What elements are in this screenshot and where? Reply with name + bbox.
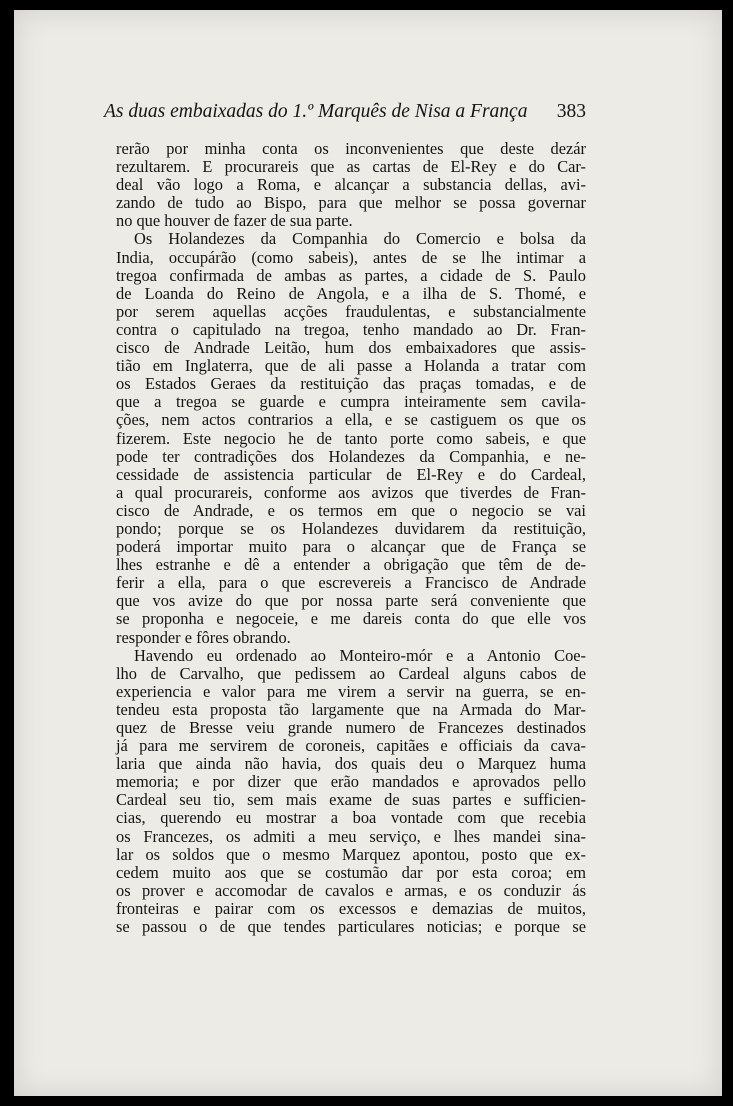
paragraph	[116, 230, 586, 646]
text-line: laria que ainda não havia, dos quais deu o Marquez huma	[116, 754, 586, 774]
text-line: no que houver de fazer de sua parte.	[116, 211, 353, 231]
text-line: deal vão logo a Roma, e alcançar a substancia dellas, avi-	[116, 175, 586, 195]
text-line: Cardeal seu tio, sem mais exame de suas partes e sufficien-	[116, 790, 586, 810]
text-line: ferir a ella, para o que escrevereis a Francisco de Andrade	[116, 573, 586, 593]
running-title: As duas embaixadas do 1.º Marquês de Nisa a França	[104, 101, 528, 122]
text-line: experiencia e valor para me virem a servir na guerra, se en-	[116, 681, 586, 701]
running-header	[104, 101, 586, 125]
text-line: tregoa confirmada de ambas as partes, a cidade de S. Paulo	[116, 265, 586, 285]
text-line: cias, querendo eu mostrar a boa vontade com que recebia	[116, 808, 586, 828]
page-number: 383	[556, 101, 586, 122]
text-line: responder e fôres obrando.	[116, 627, 291, 647]
text-line: por serem aquellas acções fraudulentas, e substancialmente	[116, 301, 586, 321]
book-page	[14, 10, 722, 1096]
text-line: que vos avize do que por nossa parte será conveniente que	[116, 591, 586, 611]
text-line: Os Holandezes da Companhia do Comercio e bolsa da	[134, 229, 586, 249]
text-line: cisco de Andrade, e os termos em que o negocio se vai	[116, 500, 586, 520]
text-line: rerão por minha conta os inconvenientes que deste dezár	[116, 139, 586, 158]
text-line: rezultarem. E procurareis que as cartas de El-Rey e do Car-	[116, 157, 586, 177]
paragraph	[116, 140, 586, 230]
text-line: de Loanda do Reino de Angola, e a ilha de S. Thomé, e	[116, 283, 586, 303]
text-line: ções, nem actos contrarios a ella, e se castiguem os que os	[116, 410, 586, 430]
text-line: India, occupárão (como sabeis), antes de se lhe intimar a	[116, 247, 586, 267]
text-line: zando de tudo ao Bispo, para que melhor se possa governar	[116, 193, 586, 213]
text-line: a qual procurareis, conforme aos avizos que tiverdes de Fran-	[116, 482, 586, 502]
text-line: pode ter contradições dos Holandezes da Companhia, e ne-	[116, 446, 586, 466]
text-line: contra o capitulado na tregoa, tenho mandado ao Dr. Fran-	[116, 319, 586, 339]
text-line: cessidade de assistencia particular de El-Rey e do Cardeal,	[116, 464, 586, 484]
text-line: lhes estranhe e dê a entender a obrigação que têm de de-	[116, 555, 586, 575]
paragraph	[116, 647, 586, 937]
text-line: fizerem. Este negocio he de tanto porte como sabeis, e que	[116, 428, 586, 448]
text-line: pondo; porque se os Holandezes duvidarem da restituição,	[116, 518, 586, 538]
text-line: cisco de Andrade Leitão, hum dos embaixadores que assis-	[116, 338, 586, 358]
text-line: quez de Bresse veiu grande numero de Francezes destinados	[116, 718, 586, 737]
text-line: Havendo eu ordenado ao Monteiro-mór e a Antonio Coe-	[134, 645, 586, 665]
text-line: lho de Carvalho, que pedissem ao Cardeal alguns cabos de	[116, 663, 586, 683]
text-line: fronteiras e pairar com os excessos e demazias de muitos,	[116, 898, 586, 918]
text-line: cedem muito aos que se costumão dar por esta coroa; em	[116, 862, 586, 882]
text-line: tião em Inglaterra, que de ali passe a Holanda a tratar com	[116, 356, 586, 376]
text-line: os prover e accomodar de cavalos e armas, e os conduzir ás	[116, 880, 586, 900]
text-line: lar os soldos que o mesmo Marquez apontou, posto que ex-	[116, 844, 586, 864]
text-line: os Estados Geraes da restituição das praças tomadas, e de	[116, 374, 586, 394]
text-line: tendeu esta proposta tão largamente que na Armada do Mar-	[116, 699, 586, 719]
text-line: os Francezes, os admiti a meu serviço, e lhes mandei sina-	[116, 826, 586, 846]
text-line: que a tregoa se guarde e cumpra inteiramente sem cavila-	[116, 392, 586, 412]
text-line: se passou o de que tendes particulares noticias; e porque se	[116, 917, 586, 937]
text-line: memoria; e por dizer que erão mandados e aprovados pello	[116, 772, 586, 792]
text-line: se proponha e negoceie, e me dareis conta do que elle vos	[116, 609, 586, 629]
body-text	[116, 140, 586, 936]
text-line: poderá importar muito para o alcançar que de França se	[116, 537, 586, 557]
text-line: já para me servirem de coroneis, capitães e officiais da cava-	[116, 736, 586, 756]
